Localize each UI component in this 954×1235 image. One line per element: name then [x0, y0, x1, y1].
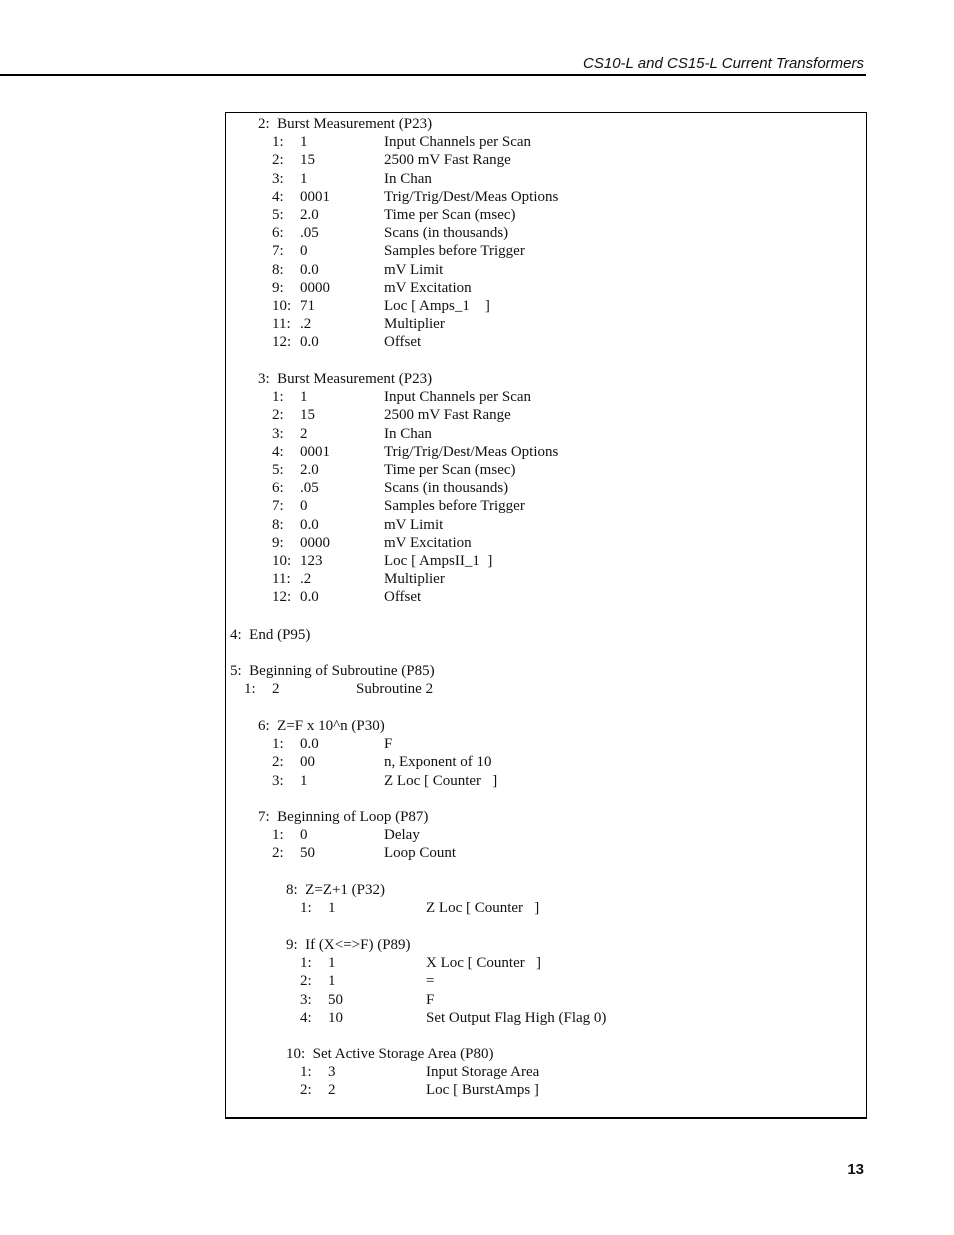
- param-number: 1:: [272, 134, 284, 151]
- param-description: Z Loc [ Counter ]: [384, 772, 498, 789]
- param-number: 7:: [272, 498, 284, 515]
- param-number: 9:: [272, 279, 284, 296]
- param-number: 3:: [272, 772, 284, 789]
- param-number: 1:: [272, 736, 284, 753]
- param-description: mV Excitation: [384, 534, 472, 551]
- param-number: 7:: [272, 243, 284, 260]
- param-number: 12:: [272, 589, 292, 606]
- param-description: 2500 mV Fast Range: [384, 152, 511, 169]
- param-number: 1:: [272, 827, 284, 844]
- param-number: 3:: [272, 425, 284, 442]
- param-value: 0001: [300, 443, 330, 460]
- param-value: 0.0: [300, 261, 319, 278]
- param-value: 2: [272, 681, 280, 698]
- instruction-heading: 8: Z=Z+1 (P32): [286, 882, 385, 898]
- param-description: Input Channels per Scan: [384, 134, 532, 151]
- param-description: Multiplier: [384, 316, 445, 333]
- param-value: 0: [300, 827, 308, 844]
- param-description: Offset: [384, 589, 422, 606]
- instruction-heading: 5: Beginning of Subroutine (P85): [230, 663, 435, 679]
- param-number: 2:: [272, 152, 284, 169]
- param-number: 1:: [300, 955, 312, 972]
- param-value: 0.0: [300, 334, 319, 351]
- param-value: 50: [300, 845, 315, 862]
- param-value: 1: [300, 134, 308, 151]
- param-value: .05: [300, 225, 319, 242]
- instruction-heading: 4: End (P95): [230, 627, 311, 643]
- param-value: 1: [328, 955, 336, 972]
- param-description: Samples before Trigger: [384, 498, 525, 515]
- param-value: 1: [328, 900, 336, 917]
- param-number: 6:: [272, 225, 284, 242]
- param-description: Scans (in thousands): [384, 480, 509, 497]
- param-number: 5:: [272, 207, 284, 223]
- param-value: 3: [328, 1064, 336, 1081]
- param-value: 2.0: [300, 207, 319, 223]
- param-value: 0: [300, 243, 308, 260]
- param-value: 00: [300, 754, 315, 771]
- param-value: 50: [328, 991, 343, 1008]
- param-description: Input Storage Area: [426, 1064, 540, 1081]
- param-description: =: [426, 973, 435, 990]
- param-value: 0.0: [300, 736, 319, 753]
- param-number: 4:: [300, 1009, 312, 1026]
- param-description: Loc [ AmpsII_1 ]: [384, 553, 493, 569]
- running-header-title: CS10-L and CS15-L Current Transformers: [583, 55, 864, 72]
- header-rule: [0, 74, 866, 76]
- param-description: Z Loc [ Counter ]: [426, 900, 540, 917]
- param-number: 2:: [272, 845, 284, 862]
- param-number: 10:: [272, 553, 292, 569]
- param-number: 4:: [272, 188, 284, 205]
- param-description: mV Limit: [384, 261, 444, 278]
- param-description: Scans (in thousands): [384, 225, 509, 242]
- param-description: Multiplier: [384, 571, 445, 588]
- param-value: 10: [328, 1009, 343, 1026]
- param-description: n, Exponent of 10: [384, 754, 492, 771]
- param-description: Time per Scan (msec): [384, 462, 516, 478]
- param-value: 2.0: [300, 462, 319, 478]
- instruction-heading: 7: Beginning of Loop (P87): [258, 809, 429, 825]
- param-number: 2:: [300, 1082, 312, 1099]
- param-description: Loc [ BurstAmps ]: [426, 1082, 539, 1099]
- param-description: Input Channels per Scan: [384, 389, 532, 406]
- instruction-heading: 10: Set Active Storage Area (P80): [286, 1046, 494, 1062]
- param-value: 15: [300, 407, 315, 424]
- program-listing-box: [225, 112, 867, 1119]
- param-number: 10:: [272, 298, 292, 314]
- param-number: 1:: [300, 1064, 312, 1081]
- param-number: 1:: [272, 389, 284, 406]
- param-value: 2: [300, 425, 308, 442]
- param-number: 8:: [272, 516, 284, 533]
- param-number: 1:: [244, 681, 256, 698]
- param-value: 0: [300, 498, 308, 515]
- param-description: Trig/Trig/Dest/Meas Options: [384, 443, 559, 460]
- instruction-heading: 9: If (X<=>F) (P89): [286, 937, 411, 953]
- instruction-heading: 3: Burst Measurement (P23): [258, 371, 433, 387]
- param-value: 15: [300, 152, 315, 169]
- param-description: Samples before Trigger: [384, 243, 525, 260]
- param-value: 0.0: [300, 589, 319, 606]
- param-value: 0001: [300, 188, 330, 205]
- param-value: .2: [300, 316, 312, 333]
- param-number: 5:: [272, 462, 284, 478]
- param-value: .2: [300, 571, 312, 588]
- param-value: .05: [300, 480, 319, 497]
- param-description: F: [426, 991, 435, 1008]
- param-description: Trig/Trig/Dest/Meas Options: [384, 188, 559, 205]
- param-value: 71: [300, 298, 315, 314]
- param-description: Loc [ Amps_1 ]: [384, 298, 490, 314]
- param-description: X Loc [ Counter ]: [426, 955, 541, 972]
- param-value: 123: [300, 553, 323, 569]
- param-value: 1: [328, 973, 336, 990]
- param-description: F: [384, 736, 393, 753]
- param-description: Loop Count: [384, 845, 457, 862]
- param-value: 1: [300, 772, 308, 789]
- param-description: 2500 mV Fast Range: [384, 407, 511, 424]
- param-value: 0000: [300, 279, 330, 296]
- param-description: Time per Scan (msec): [384, 207, 516, 223]
- instruction-heading: 2: Burst Measurement (P23): [258, 116, 433, 132]
- param-number: 1:: [300, 900, 312, 917]
- param-number: 9:: [272, 534, 284, 551]
- param-description: Offset: [384, 334, 422, 351]
- param-number: 11:: [272, 571, 291, 588]
- param-description: In Chan: [384, 170, 432, 187]
- param-number: 3:: [300, 991, 312, 1008]
- param-number: 12:: [272, 334, 292, 351]
- param-number: 2:: [272, 754, 284, 771]
- param-number: 4:: [272, 443, 284, 460]
- param-description: Set Output Flag High (Flag 0): [426, 1009, 607, 1026]
- param-description: mV Excitation: [384, 279, 472, 296]
- param-number: 6:: [272, 480, 284, 497]
- page-number: 13: [847, 1161, 864, 1178]
- instruction-heading: 6: Z=F x 10^n (P30): [258, 718, 385, 734]
- param-description: Delay: [384, 827, 420, 844]
- param-value: 0000: [300, 534, 330, 551]
- param-value: 0.0: [300, 516, 319, 533]
- param-number: 2:: [272, 407, 284, 424]
- param-description: In Chan: [384, 425, 432, 442]
- param-value: 1: [300, 389, 308, 406]
- param-number: 11:: [272, 316, 291, 333]
- param-value: 1: [300, 170, 308, 187]
- param-value: 2: [328, 1082, 336, 1099]
- param-description: mV Limit: [384, 516, 444, 533]
- param-description: Subroutine 2: [356, 681, 434, 698]
- param-number: 8:: [272, 261, 284, 278]
- param-number: 3:: [272, 170, 284, 187]
- param-number: 2:: [300, 973, 312, 990]
